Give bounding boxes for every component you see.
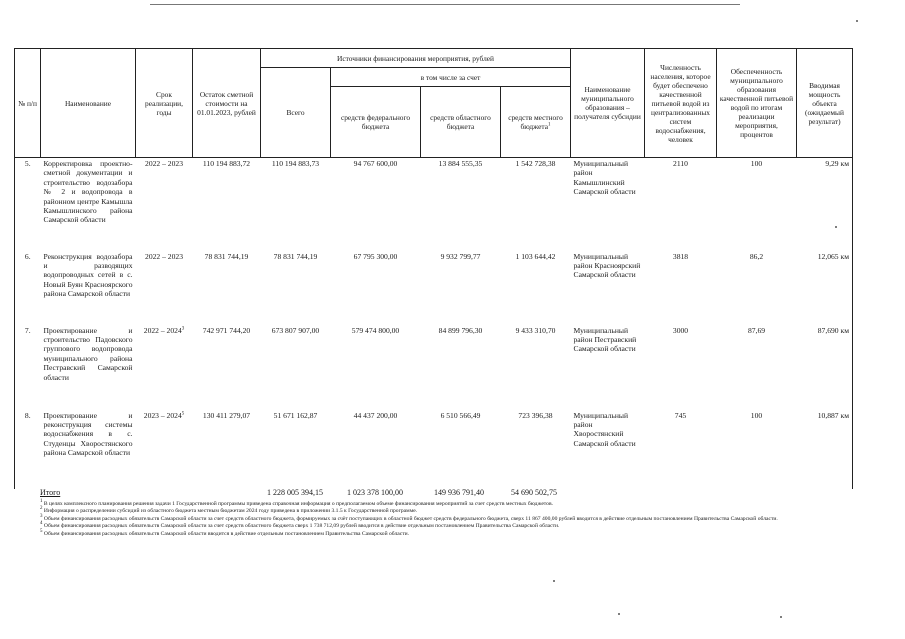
footnote-text: Объем финансирования расходных обязательств Самарской области за счет средств областного бюджета сверх 1 738 712,09 рублей вводится в действие отдельным постановлением Правительства Самарской области.: [42, 523, 560, 530]
row-population: 745: [674, 410, 687, 420]
row-number: 7.: [15, 325, 41, 410]
row-local: 723 396,38: [518, 410, 553, 420]
footnote-text: В целях комплексного планирования решения задачи 1 Государственной программы приведена справочная информация о предполагаемом объеме финансирования мероприятий за счет средств местных бюджетов.: [42, 501, 554, 507]
totals-federal: 1 023 378 100,00: [347, 488, 403, 497]
header-total: Всего: [261, 68, 331, 158]
header-regional: средств областного бюджета: [421, 87, 501, 158]
row-total: 51 671 162,87: [273, 410, 318, 420]
row-term: 2022 – 2023: [145, 159, 183, 168]
header-local-text: средств местного бюджета: [508, 113, 563, 131]
footnote-mark: 1: [40, 499, 43, 505]
header-municipality: Наименование муниципального образования – получателя субсидии: [571, 49, 645, 158]
row-total: 110 194 883,73: [271, 159, 320, 168]
row-capacity: 10,887 км: [797, 410, 853, 489]
row-capacity: 87,690 км: [797, 325, 853, 410]
footnote-text: Информация о распределении субсидий из областного бюджета местным бюджетам 2024 году приведена в приложении 3.1.5 к Государственной программе.: [42, 508, 418, 515]
header-local-footnote: 1: [548, 122, 551, 128]
footnote-item: [40, 508, 870, 515]
header-term: Срок реализации, годы: [136, 49, 193, 158]
footnote-text: Объем финансирования расходных обязательств Самарской области за счет средств областного бюджета, формируемых за счёт поступающих в областной бюджет средств федерального бюджета, сверх 11 867 400,00 рублей вводится в действие отдельным постановлением Правительства Самарской области.: [42, 515, 778, 522]
footnote-item: [40, 523, 870, 530]
totals-regional: 149 936 791,40: [434, 488, 484, 497]
row-population: 2110: [673, 159, 688, 168]
footnotes: [40, 501, 870, 538]
row-federal: 94 767 600,00: [353, 159, 398, 168]
row-municipality: Муниципальный район Красноярский Самарской области: [573, 251, 641, 280]
row-provision: 100: [750, 410, 763, 420]
header-federal: средств федерального бюджета: [331, 87, 421, 158]
row-term: 2023 – 2024$^5$: [143, 410, 185, 420]
row-name: Проектирование и реконструкция системы водоснабжения в с. Студенцы Хворостянского района Самарской области: [43, 410, 133, 458]
term-footnote-mark: 5: [181, 410, 185, 416]
row-regional: 13 884 555,35: [438, 159, 483, 168]
row-provision: 86,2: [749, 251, 764, 261]
row-balance: 130 411 279,07: [202, 410, 251, 420]
table-row: [15, 251, 853, 325]
row-population: 3000: [672, 325, 689, 335]
term-footnote-mark: 3: [181, 325, 185, 331]
table-row: [15, 325, 853, 410]
row-regional: 84 899 796,30: [438, 325, 483, 335]
table-row: [15, 410, 853, 489]
header-num: № п/п: [15, 49, 41, 158]
row-total: 78 831 744,19: [273, 251, 318, 261]
row-number: 6.: [15, 251, 41, 325]
scan-speck: [553, 580, 555, 582]
footnote-mark: 4: [40, 521, 43, 527]
financing-table: [14, 48, 853, 489]
row-municipality: Муниципальный район Камышлинский Самарской области: [573, 159, 636, 197]
totals-total: 1 228 005 394,15: [267, 488, 323, 497]
header-capacity: Вводимая мощность объекта (ожидаемый результат): [797, 49, 853, 158]
header-population: Численность населения, которое будет обеспечено качественной питьевой водой из централизованных систем водоснабжения, человек: [645, 49, 717, 158]
row-federal: 579 474 800,00: [351, 325, 400, 335]
row-municipality: Муниципальный район Хворостянский Самарской области: [573, 410, 636, 448]
row-name: Реконструкция водозабора и разводящих водопроводных сетей в с. Новый Буян Красноярского района Самарской области: [43, 251, 133, 299]
footnote-mark: 5: [40, 528, 43, 534]
row-local: 1 103 644,42: [515, 251, 556, 261]
header-provision: Обеспеченность муниципального образования качественной питьевой водой по итогам реализации мероприятия, процентов: [717, 49, 797, 158]
totals-label: Итого: [40, 488, 61, 497]
row-regional: 6 510 566,49: [440, 410, 481, 420]
header-balance: Остаток сметной стоимости на 01.01.2023, рублей: [193, 49, 261, 158]
footnote-mark: 2: [40, 506, 43, 512]
row-balance: 742 971 744,20: [202, 325, 251, 335]
row-term: 2022 – 2024$^3$: [143, 325, 185, 335]
row-name: Проектирование и строительство Падовского группового водопровода муниципального района Пестравский Самарской области: [43, 325, 133, 382]
row-municipality: Муниципальный район Пестравский Самарской области: [573, 325, 637, 354]
scan-speck: [856, 20, 858, 22]
row-balance: 78 831 744,19: [204, 251, 249, 261]
header-local: [501, 87, 571, 158]
row-term: 2022 – 2023: [145, 251, 183, 261]
footnote-text: Объем финансирования расходных обязательств Самарской области вводится в действие отдельным постановлением Правительства Самарской области.: [42, 530, 410, 537]
scan-speck: [618, 613, 620, 615]
row-number: 5.: [15, 158, 41, 251]
header-including: в том числе за счет: [331, 68, 571, 87]
row-provision: 100: [750, 159, 763, 168]
header-name: Наименование: [41, 49, 136, 158]
row-provision: 87,69: [747, 325, 766, 335]
row-regional: 9 932 799,77: [440, 251, 481, 261]
row-balance: 110 194 883,72: [202, 159, 251, 168]
row-total: 673 807 907,00: [271, 325, 320, 335]
scan-speck: [780, 616, 782, 618]
row-federal: 67 795 300,00: [353, 251, 398, 261]
footnote-mark: 3: [40, 513, 43, 519]
row-federal: 44 437 200,00: [353, 410, 398, 420]
header-sources: Источники финансирования мероприятия, рублей: [261, 49, 571, 68]
row-population: 3818: [672, 251, 689, 261]
row-capacity: 9,29 км: [797, 158, 853, 251]
totals-local: 54 690 502,75: [511, 488, 557, 497]
row-local: 9 433 310,70: [515, 325, 556, 335]
row-number: 8.: [15, 410, 41, 489]
footnote-item: [40, 528, 870, 538]
top-border-line: [150, 4, 740, 5]
row-local: 1 542 728,38: [515, 159, 556, 168]
row-name: Корректировка проектно-сметной документации и строительство водозабора № 2 и водопровода в районном центре Камышла Камышлинского района Самарской области: [43, 159, 133, 225]
table-row: [15, 158, 853, 251]
row-capacity: 12,065 км: [797, 251, 853, 325]
